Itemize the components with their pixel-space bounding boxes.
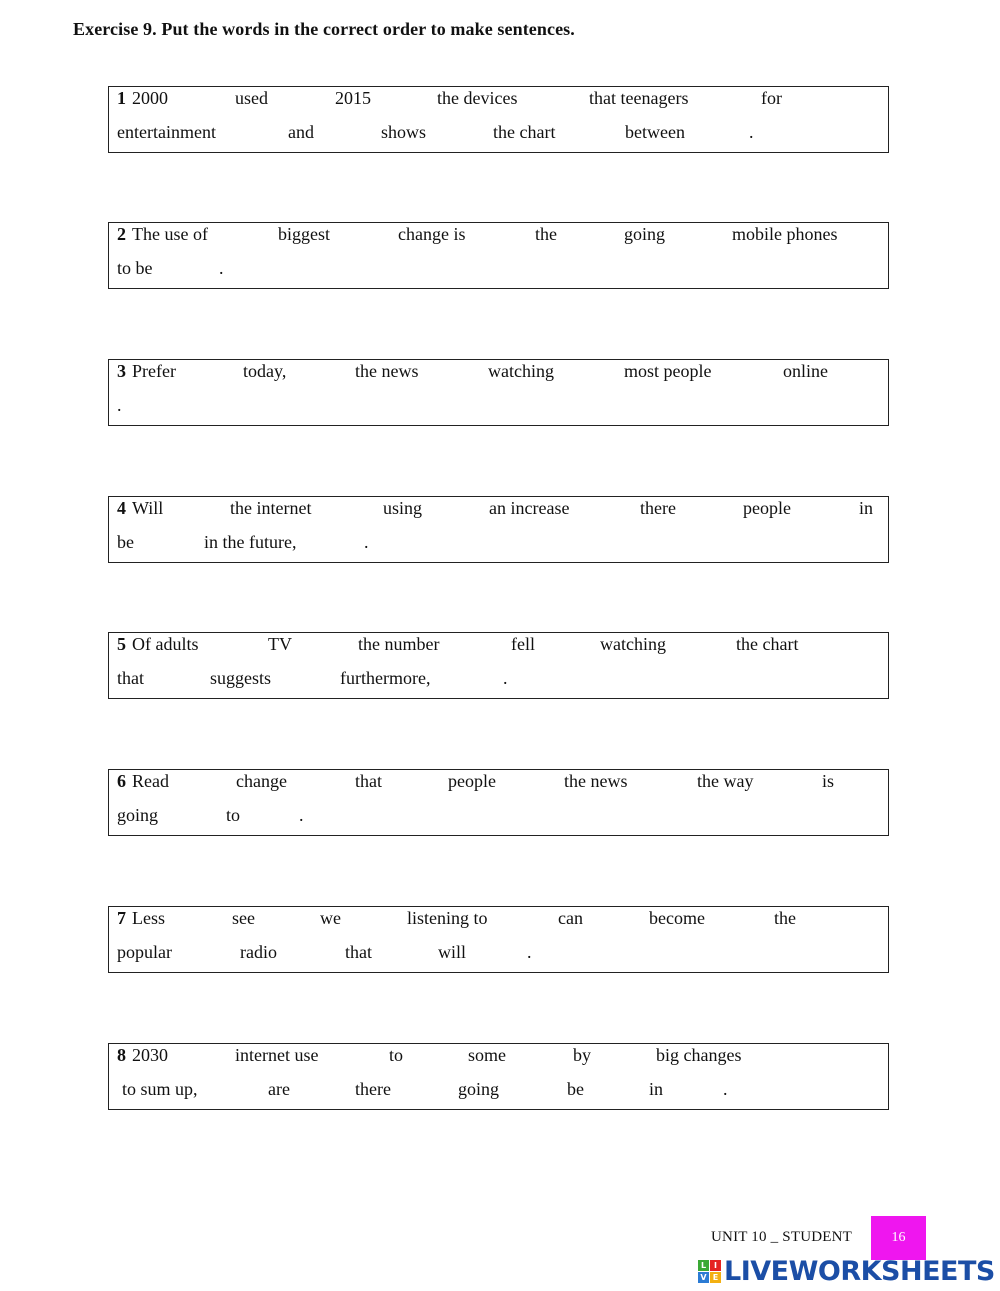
item-number: 8 [117,1045,126,1065]
unit-label: UNIT 10 _ STUDENT [711,1229,853,1245]
word-chunk[interactable]: entertainment [117,122,216,142]
word-chunk[interactable]: mobile phones [732,224,838,244]
word-chunk[interactable]: be [567,1079,584,1099]
word-chunk[interactable]: the devices [437,88,518,108]
word-chunk[interactable]: watching [488,361,554,381]
word-chunk[interactable]: be [117,532,134,552]
word-chunk[interactable]: people [448,771,496,791]
logo-mark-icon [698,1260,721,1283]
word-chunk[interactable]: most people [624,361,712,381]
word-chunk[interactable]: an increase [489,498,570,518]
word-chunk[interactable]: some [468,1045,506,1065]
word-chunk[interactable]: 2000 [132,88,168,108]
word-chunk[interactable]: going [458,1079,500,1099]
word-chunk[interactable]: furthermore, [340,668,431,688]
word-chunk[interactable]: Will [132,498,164,518]
word-chunk[interactable]: that [117,668,144,688]
full-stop[interactable]: . [723,1079,728,1099]
word-chunk[interactable]: the [535,224,557,244]
sentence-box [108,906,889,973]
word-chunk[interactable]: Less [132,908,165,928]
word-chunk[interactable]: biggest [278,224,330,244]
word-chunk[interactable]: the [774,908,796,928]
full-stop[interactable]: . [527,942,532,962]
item-number: 5 [117,634,126,654]
word-chunk[interactable]: internet use [235,1045,319,1065]
word-chunk[interactable]: the way [697,771,754,791]
word-chunk[interactable]: going [624,224,666,244]
item-number: 3 [117,361,126,381]
sentence-box [108,769,889,836]
word-chunk[interactable]: and [288,122,314,142]
logo-text: LIVEWORKSHEETS [724,1255,995,1287]
word-chunk[interactable]: 2015 [335,88,371,108]
word-chunk[interactable]: for [761,88,782,108]
word-chunk[interactable]: Prefer [132,361,176,381]
word-chunk[interactable]: there [355,1079,391,1099]
item-number: 7 [117,908,126,928]
logo-mark-letter: E [710,1272,721,1283]
word-chunk[interactable]: shows [381,122,427,142]
word-chunk[interactable]: will [438,942,467,962]
word-chunk[interactable]: that teenagers [589,88,689,108]
word-chunk[interactable]: using [383,498,423,518]
word-chunk[interactable]: that [355,771,382,791]
word-chunk[interactable]: by [573,1045,591,1065]
word-chunk[interactable]: fell [511,634,535,654]
word-chunk[interactable]: are [268,1079,290,1099]
word-chunk[interactable]: is [822,771,835,791]
liveworksheets-logo[interactable] [698,1255,995,1287]
word-chunk[interactable]: radio [240,942,277,962]
full-stop[interactable]: . [749,122,754,142]
word-chunk[interactable]: in [649,1079,664,1099]
word-chunk[interactable]: suggests [210,668,272,688]
page-number-badge: 16 [871,1216,926,1260]
exercise-title: Exercise 9. Put the words in the correct order to make sentences. [73,19,575,39]
logo-mark-letter: I [710,1260,721,1271]
item-number: 6 [117,771,126,791]
full-stop[interactable]: . [117,395,122,415]
word-chunk[interactable]: people [743,498,791,518]
word-chunk[interactable]: to [389,1045,404,1065]
word-chunk[interactable]: The use of [132,224,208,244]
word-chunk[interactable]: big changes [656,1045,742,1065]
word-chunk[interactable]: change [236,771,287,791]
word-chunk[interactable]: to be [117,258,153,278]
word-chunk[interactable]: used [235,88,268,108]
word-chunk[interactable]: watching [600,634,666,654]
word-chunk[interactable]: become [649,908,705,928]
word-chunk[interactable]: in the future, [204,532,297,552]
word-chunk[interactable]: to [226,805,241,825]
logo-mark-letter: V [698,1272,709,1283]
item-number: 4 [117,498,126,518]
word-chunk[interactable]: see [232,908,255,928]
word-chunk[interactable]: popular [117,942,172,962]
word-chunk[interactable]: we [320,908,341,928]
word-chunk[interactable]: the chart [736,634,799,654]
full-stop[interactable]: . [364,532,369,552]
word-chunk[interactable]: that [345,942,372,962]
word-chunk[interactable]: the number [358,634,440,654]
word-chunk[interactable]: can [558,908,583,928]
word-chunk[interactable]: to sum up, [122,1079,198,1099]
full-stop[interactable]: . [219,258,224,278]
word-chunk[interactable]: listening to [407,908,488,928]
word-chunk[interactable]: the news [355,361,419,381]
full-stop[interactable]: . [503,668,508,688]
word-chunk[interactable]: the news [564,771,628,791]
word-chunk[interactable]: 2030 [132,1045,168,1065]
word-chunk[interactable]: between [625,122,685,142]
word-chunk[interactable]: there [640,498,676,518]
word-chunk[interactable]: the internet [230,498,312,518]
item-number: 1 [117,88,126,108]
word-chunk[interactable]: going [117,805,159,825]
full-stop[interactable]: . [299,805,304,825]
word-chunk[interactable]: Of adults [132,634,199,654]
word-chunk[interactable]: in [859,498,874,518]
word-chunk[interactable]: the chart [493,122,556,142]
word-chunk[interactable]: Read [132,771,169,791]
word-chunk[interactable]: online [783,361,828,381]
item-number: 2 [117,224,126,244]
word-chunk[interactable]: TV [268,634,292,654]
word-chunk[interactable]: today, [243,361,287,381]
word-chunk[interactable]: change is [398,224,466,244]
logo-mark-letter: L [698,1260,709,1271]
